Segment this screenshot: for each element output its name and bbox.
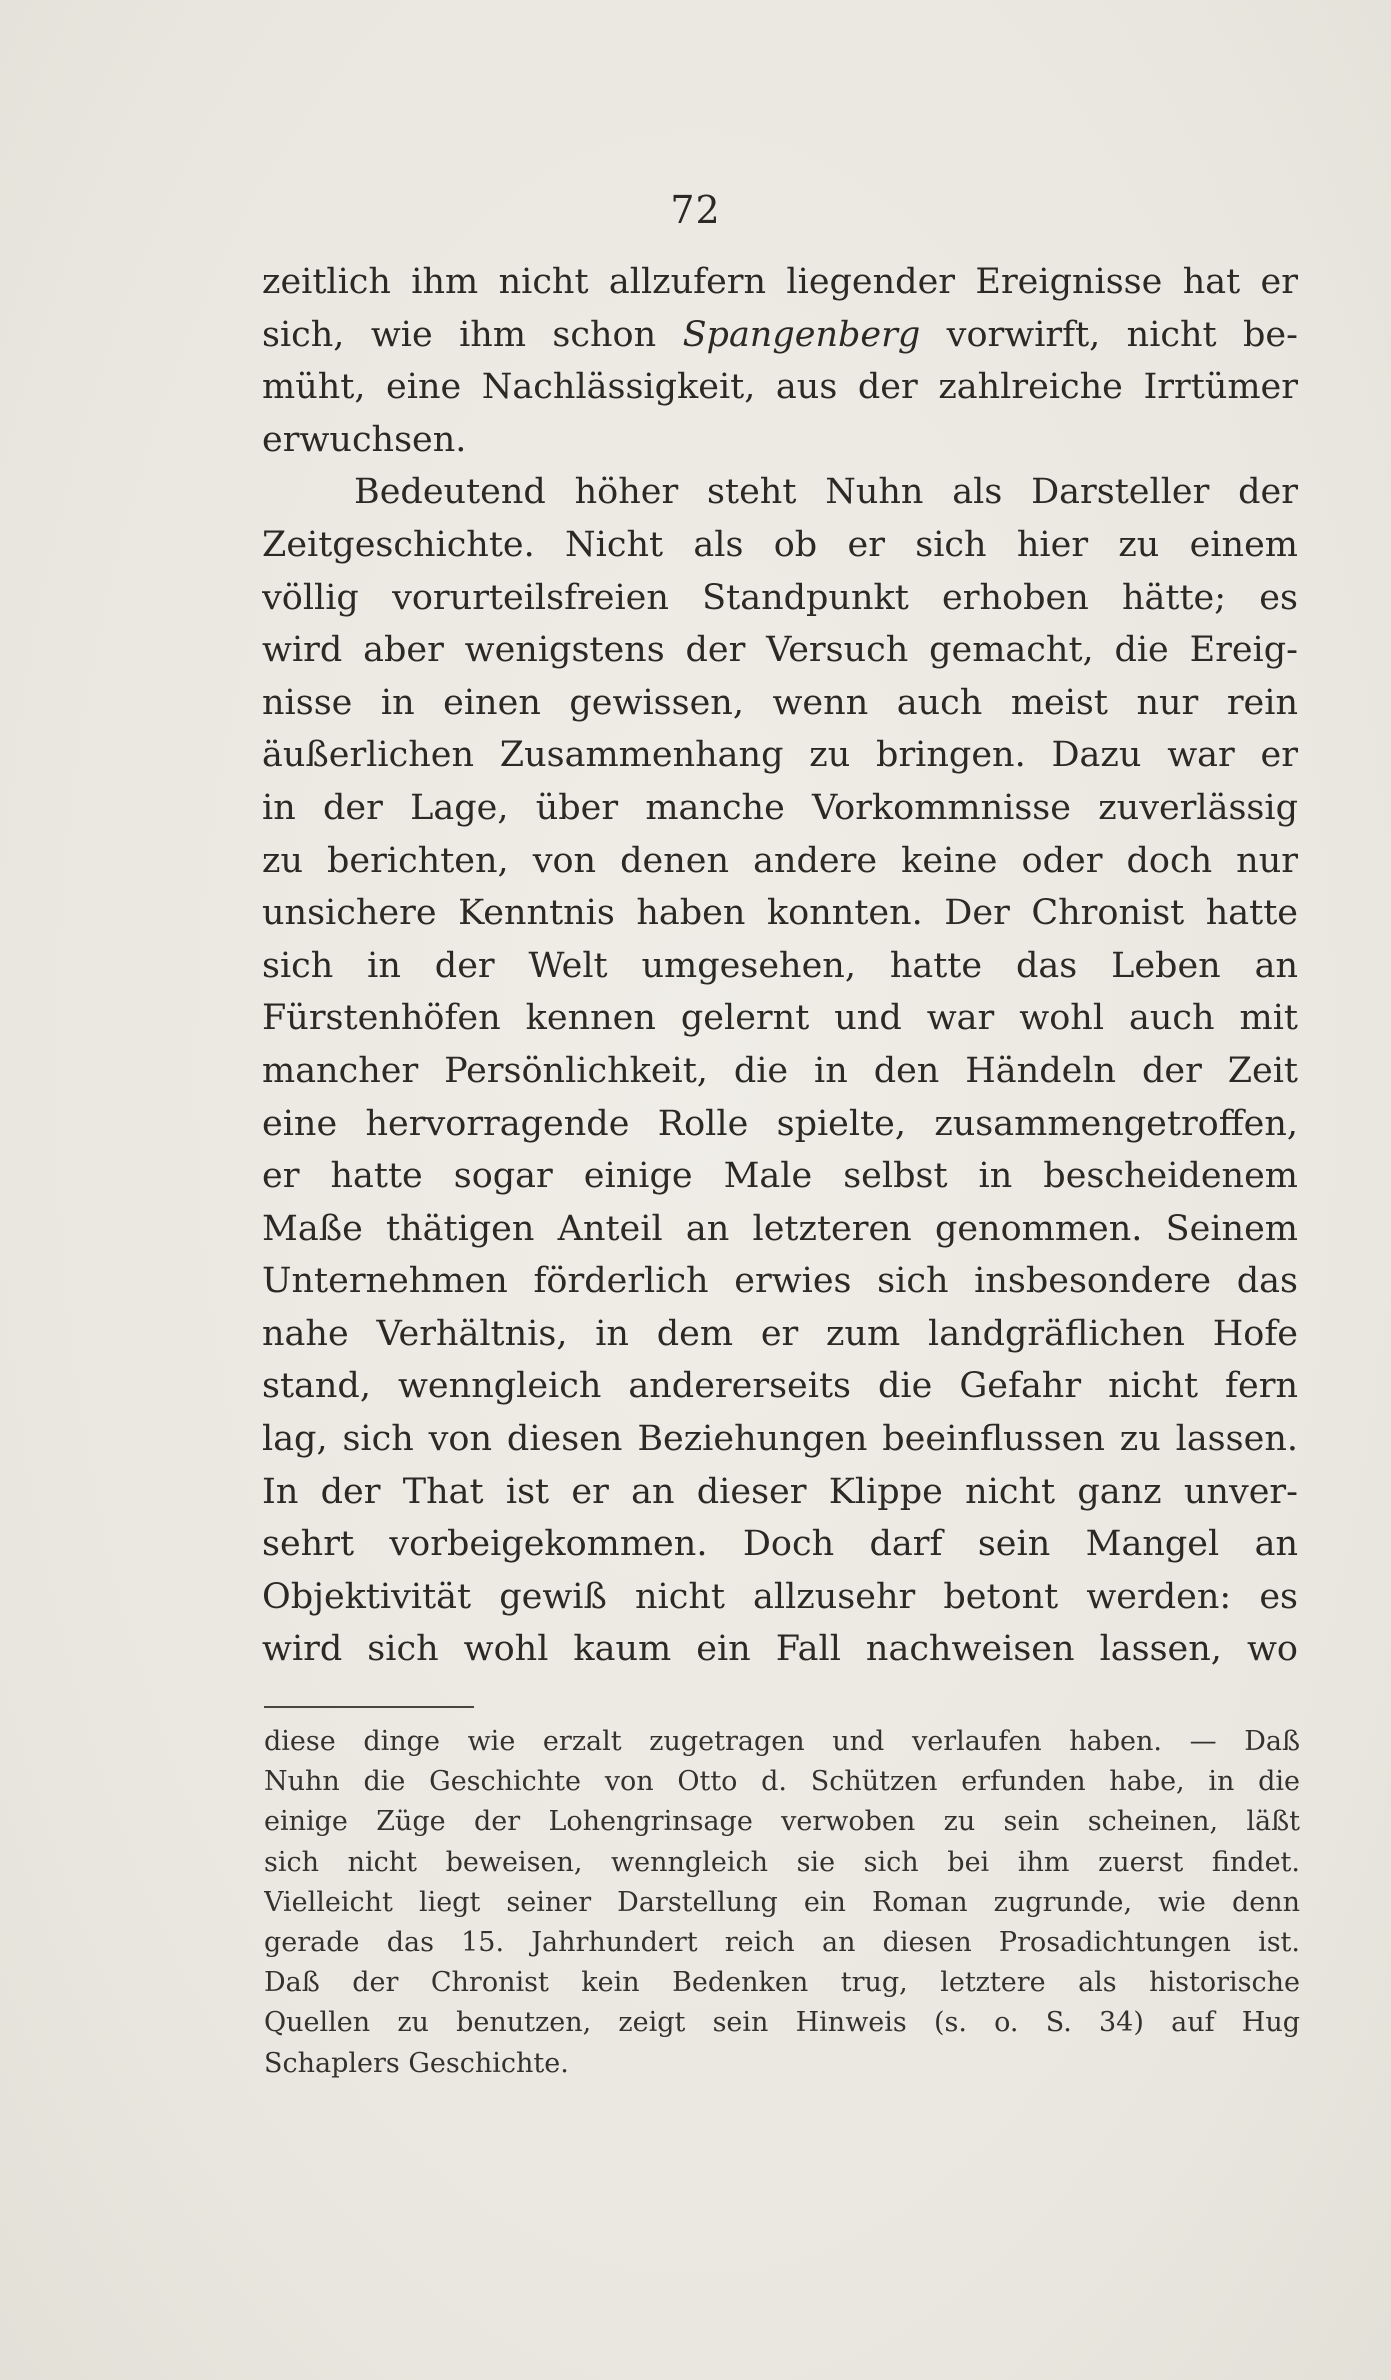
- footnote-line: einige Züge der Lohengrinsage verwoben zu sein scheinen, läßt: [264, 1806, 1300, 1838]
- text-line: völlig vorurteilsfreien Standpunkt erhoben hätte; es: [262, 577, 1298, 618]
- text-line: Unternehmen förderlich erwies sich insbesondere das: [262, 1261, 1298, 1302]
- footnote-line: Vielleicht liegt seiner Darstellung ein Roman zugrunde, wie denn: [264, 1886, 1300, 1918]
- text-line: lag, sich von diesen Beziehungen beeinflussen zu lassen.: [262, 1419, 1298, 1460]
- footnote-line: Schaplers Geschichte.: [264, 2047, 569, 2079]
- text-line: sehrt vorbeigekommen. Doch darf sein Mangel an: [262, 1524, 1298, 1565]
- text-line: nahe Verhältnis, in dem er zum landgräflichen Hofe: [262, 1313, 1298, 1354]
- text-line: Fürstenhöfen kennen gelernt und war wohl auch mit: [262, 998, 1298, 1039]
- footnote-line: Quellen zu benutzen, zeigt sein Hinweis (s. o. S. 34) auf Hug: [264, 2007, 1300, 2039]
- footnote-line: sich nicht beweisen, wenngleich sie sich bei ihm zuerst findet.: [264, 1846, 1300, 1878]
- text-line: wird sich wohl kaum ein Fall nachweisen lassen, wo: [262, 1629, 1298, 1670]
- text-line: müht, eine Nachlässigkeit, aus der zahlreiche Irrtümer: [262, 367, 1298, 408]
- main-text: [262, 256, 1298, 1676]
- text-line: Zeitgeschichte. Nicht als ob er sich hier zu einem: [262, 524, 1298, 565]
- footnote: [264, 1722, 1300, 2084]
- text-line: In der That ist er an dieser Klippe nicht ganz unver-: [262, 1471, 1298, 1512]
- text-line: Maße thätigen Anteil an letzteren genommen. Seinem: [262, 1208, 1298, 1249]
- text-line: zeitlich ihm nicht allzufern liegender Ereignisse hat er: [262, 262, 1298, 302]
- text-line: mancher Persönlichkeit, die in den Händeln der Zeit: [262, 1050, 1298, 1091]
- text-segment: sich, wie ihm schon: [262, 314, 657, 355]
- footnote-divider: [264, 1706, 474, 1708]
- text-line: er hatte sogar einige Male selbst in bescheidenem: [262, 1156, 1298, 1197]
- text-line: eine hervorragende Rolle spielte, zusammengetroffen,: [262, 1103, 1298, 1144]
- footnote-line: Daß der Chronist kein Bedenken trug, letztere als historische: [264, 1967, 1300, 1999]
- author-reference: Spangenberg: [682, 314, 921, 355]
- paragraph-start-line: Bedeutend höher steht Nuhn als Darsteller der: [354, 472, 1298, 513]
- text-line: äußerlichen Zusammenhang zu bringen. Dazu war er: [262, 735, 1298, 776]
- text-line: nisse in einen gewissen, wenn auch meist nur rein: [262, 682, 1298, 723]
- page-number: 72: [670, 188, 721, 232]
- text-line: sich in der Welt umgesehen, hatte das Leben an: [262, 945, 1298, 986]
- text-line-with-emphasis: [262, 309, 1298, 362]
- footnote-line: gerade das 15. Jahrhundert reich an diesen Prosadichtungen ist.: [264, 1926, 1300, 1958]
- text-line: zu berichten, von denen andere keine oder doch nur: [262, 840, 1298, 881]
- text-line: unsichere Kenntnis haben konnten. Der Chronist hatte: [262, 893, 1298, 934]
- text-line: wird aber wenigstens der Versuch gemacht, die Ereig-: [262, 630, 1298, 671]
- footnote-line: diese dinge wie erzalt zugetragen und verlaufen haben. — Daß: [264, 1726, 1300, 1757]
- paragraph-end-line: erwuchsen.: [262, 419, 467, 460]
- text-line: Objektivität gewiß nicht allzusehr betont werden: es: [262, 1576, 1298, 1617]
- footnote-line: Nuhn die Geschichte von Otto d. Schützen erfunden habe, in die: [264, 1766, 1300, 1798]
- text-segment: vorwirft, nicht be-: [946, 314, 1298, 355]
- text-line: in der Lage, über manche Vorkommnisse zuverlässig: [262, 787, 1298, 828]
- text-line: stand, wenngleich andererseits die Gefahr nicht fern: [262, 1366, 1298, 1407]
